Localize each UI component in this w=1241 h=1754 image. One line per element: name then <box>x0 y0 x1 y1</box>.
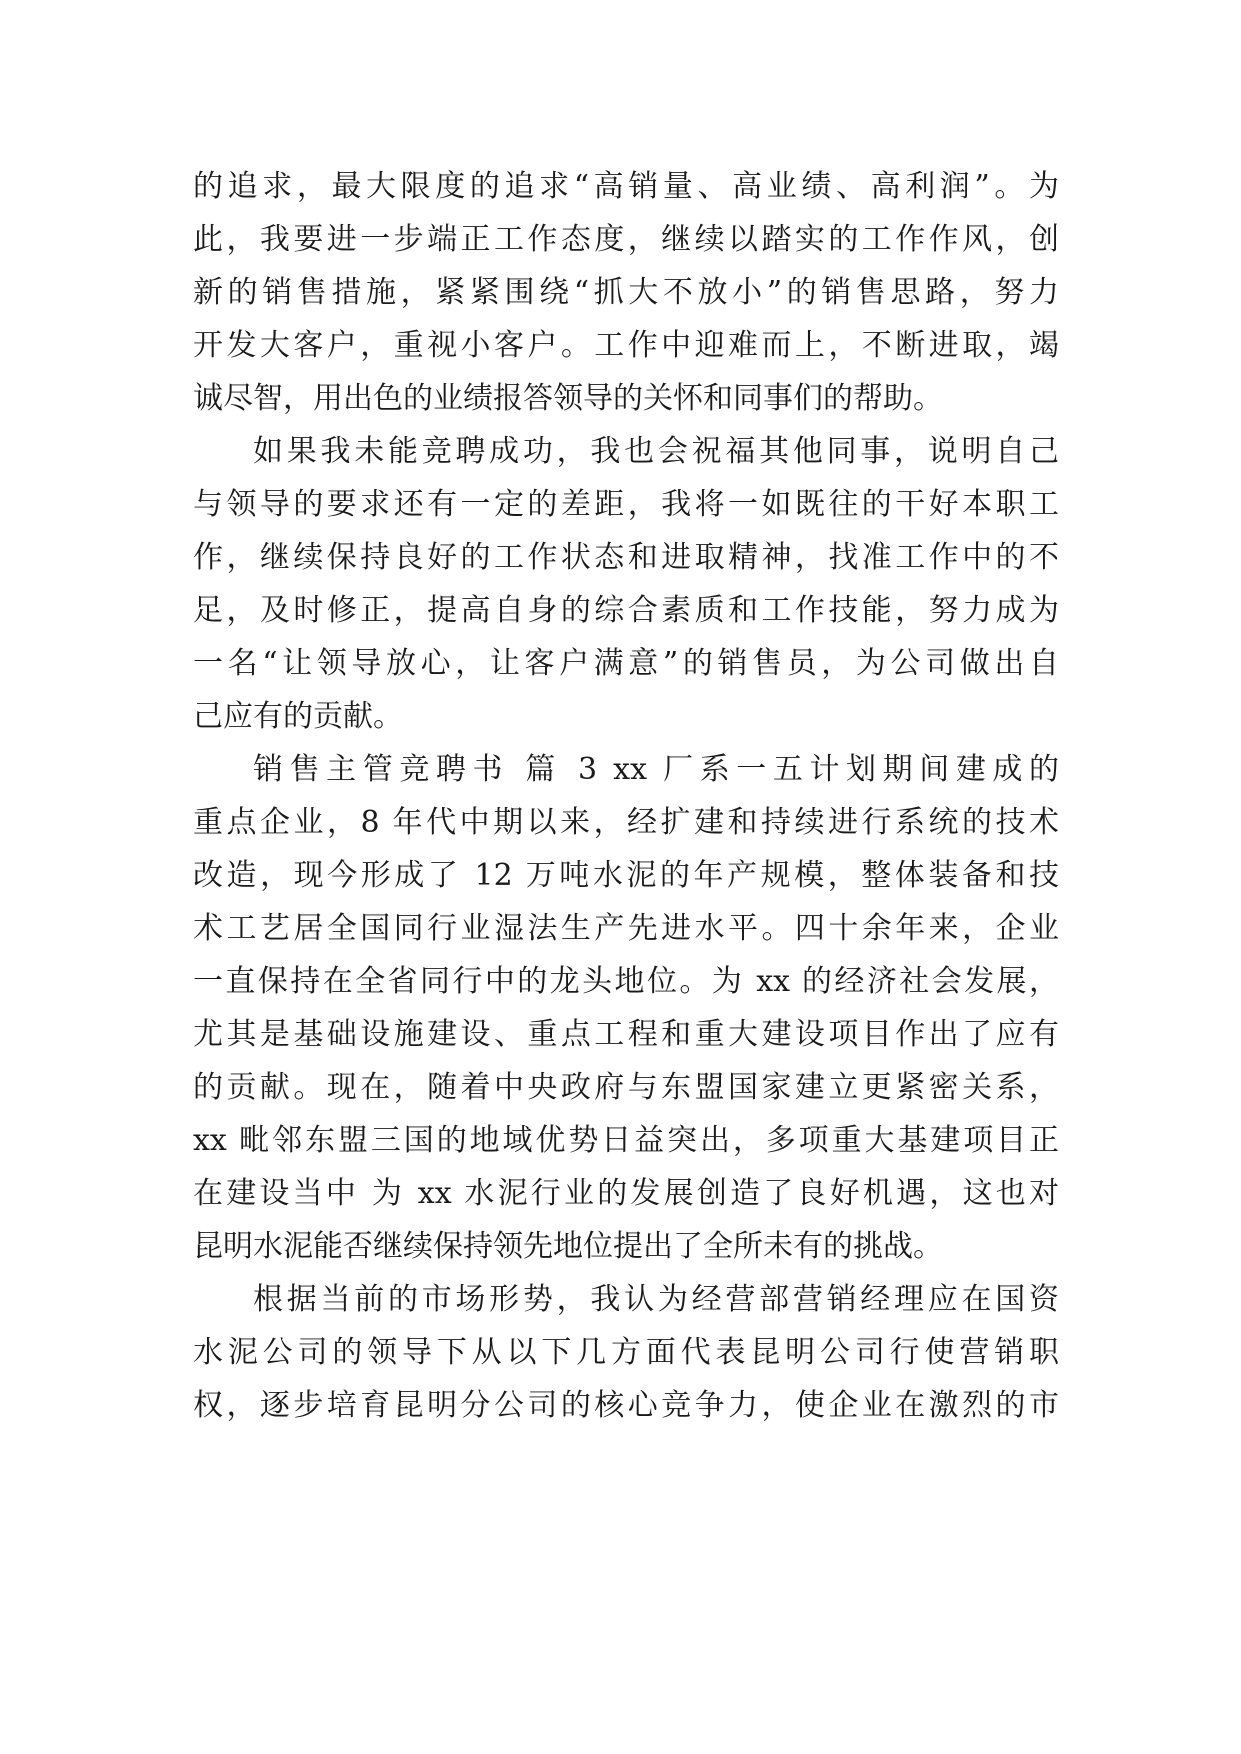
text-line: 昆明水泥能否继续保持领先地位提出了全所未有的挑战。 <box>193 1229 943 1264</box>
text-line: 水泥公司的领导下从以下几方面代表昆明公司行使营销职 <box>193 1335 1059 1370</box>
text-line: 己应有的贡献。 <box>193 699 403 734</box>
text-line: 改造，现今形成了 12 万吨水泥的年产规模，整体装备和技 <box>193 858 1059 893</box>
text-line: 一名“让领导放心，让客户满意”的销售员，为公司做出自 <box>193 646 1059 681</box>
text-line: 一直保持在全省同行中的龙头地位。为 xx 的经济社会发展， <box>193 964 1059 999</box>
text-line: 尤其是基础设施建设、重点工程和重大建设项目作出了应有 <box>193 1017 1059 1052</box>
text-line: 足，及时修正，提高自身的综合素质和工作技能，努力成为 <box>193 593 1059 628</box>
text-line: 销售主管竞聘书 篇 3 xx 厂系一五计划期间建成的 <box>253 752 1059 787</box>
text-line: 如果我未能竞聘成功，我也会祝福其他同事，说明自己 <box>253 434 1059 469</box>
text-line: 此，我要进一步端正工作态度，继续以踏实的工作作风，创 <box>193 222 1059 257</box>
text-line: 权，逐步培育昆明分公司的核心竞争力，使企业在激烈的市 <box>193 1388 1059 1423</box>
text-line: 与领导的要求还有一定的差距，我将一如既往的干好本职工 <box>193 487 1059 522</box>
body-text <box>193 160 1059 1432</box>
text-line: 根据当前的市场形势，我认为经营部营销经理应在国资 <box>253 1282 1059 1317</box>
text-line: 的贡献。现在，随着中央政府与东盟国家建立更紧密关系， <box>193 1070 1059 1105</box>
text-line: 重点企业，8 年代中期以来，经扩建和持续进行系统的技术 <box>193 805 1059 840</box>
text-line: 开发大客户，重视小客户。工作中迎难而上，不断进取，竭 <box>193 328 1059 363</box>
text-line: 的追求，最大限度的追求“高销量、高业绩、高利润”。为 <box>193 169 1059 204</box>
text-line: 术工艺居全国同行业湿法生产先进水平。四十余年来，企业 <box>193 911 1059 946</box>
text-line: 作，继续保持良好的工作状态和进取精神，找准工作中的不 <box>193 540 1059 575</box>
text-line: 新的销售措施，紧紧围绕“抓大不放小”的销售思路，努力 <box>193 275 1059 310</box>
text-line: xx 毗邻东盟三国的地域优势日益突出，多项重大基建项目正 <box>193 1123 1059 1158</box>
text-line: 在建设当中 为 xx 水泥行业的发展创造了良好机遇，这也对 <box>193 1176 1059 1211</box>
text-line: 诚尽智，用出色的业绩报答领导的关怀和同事们的帮助。 <box>193 381 943 416</box>
